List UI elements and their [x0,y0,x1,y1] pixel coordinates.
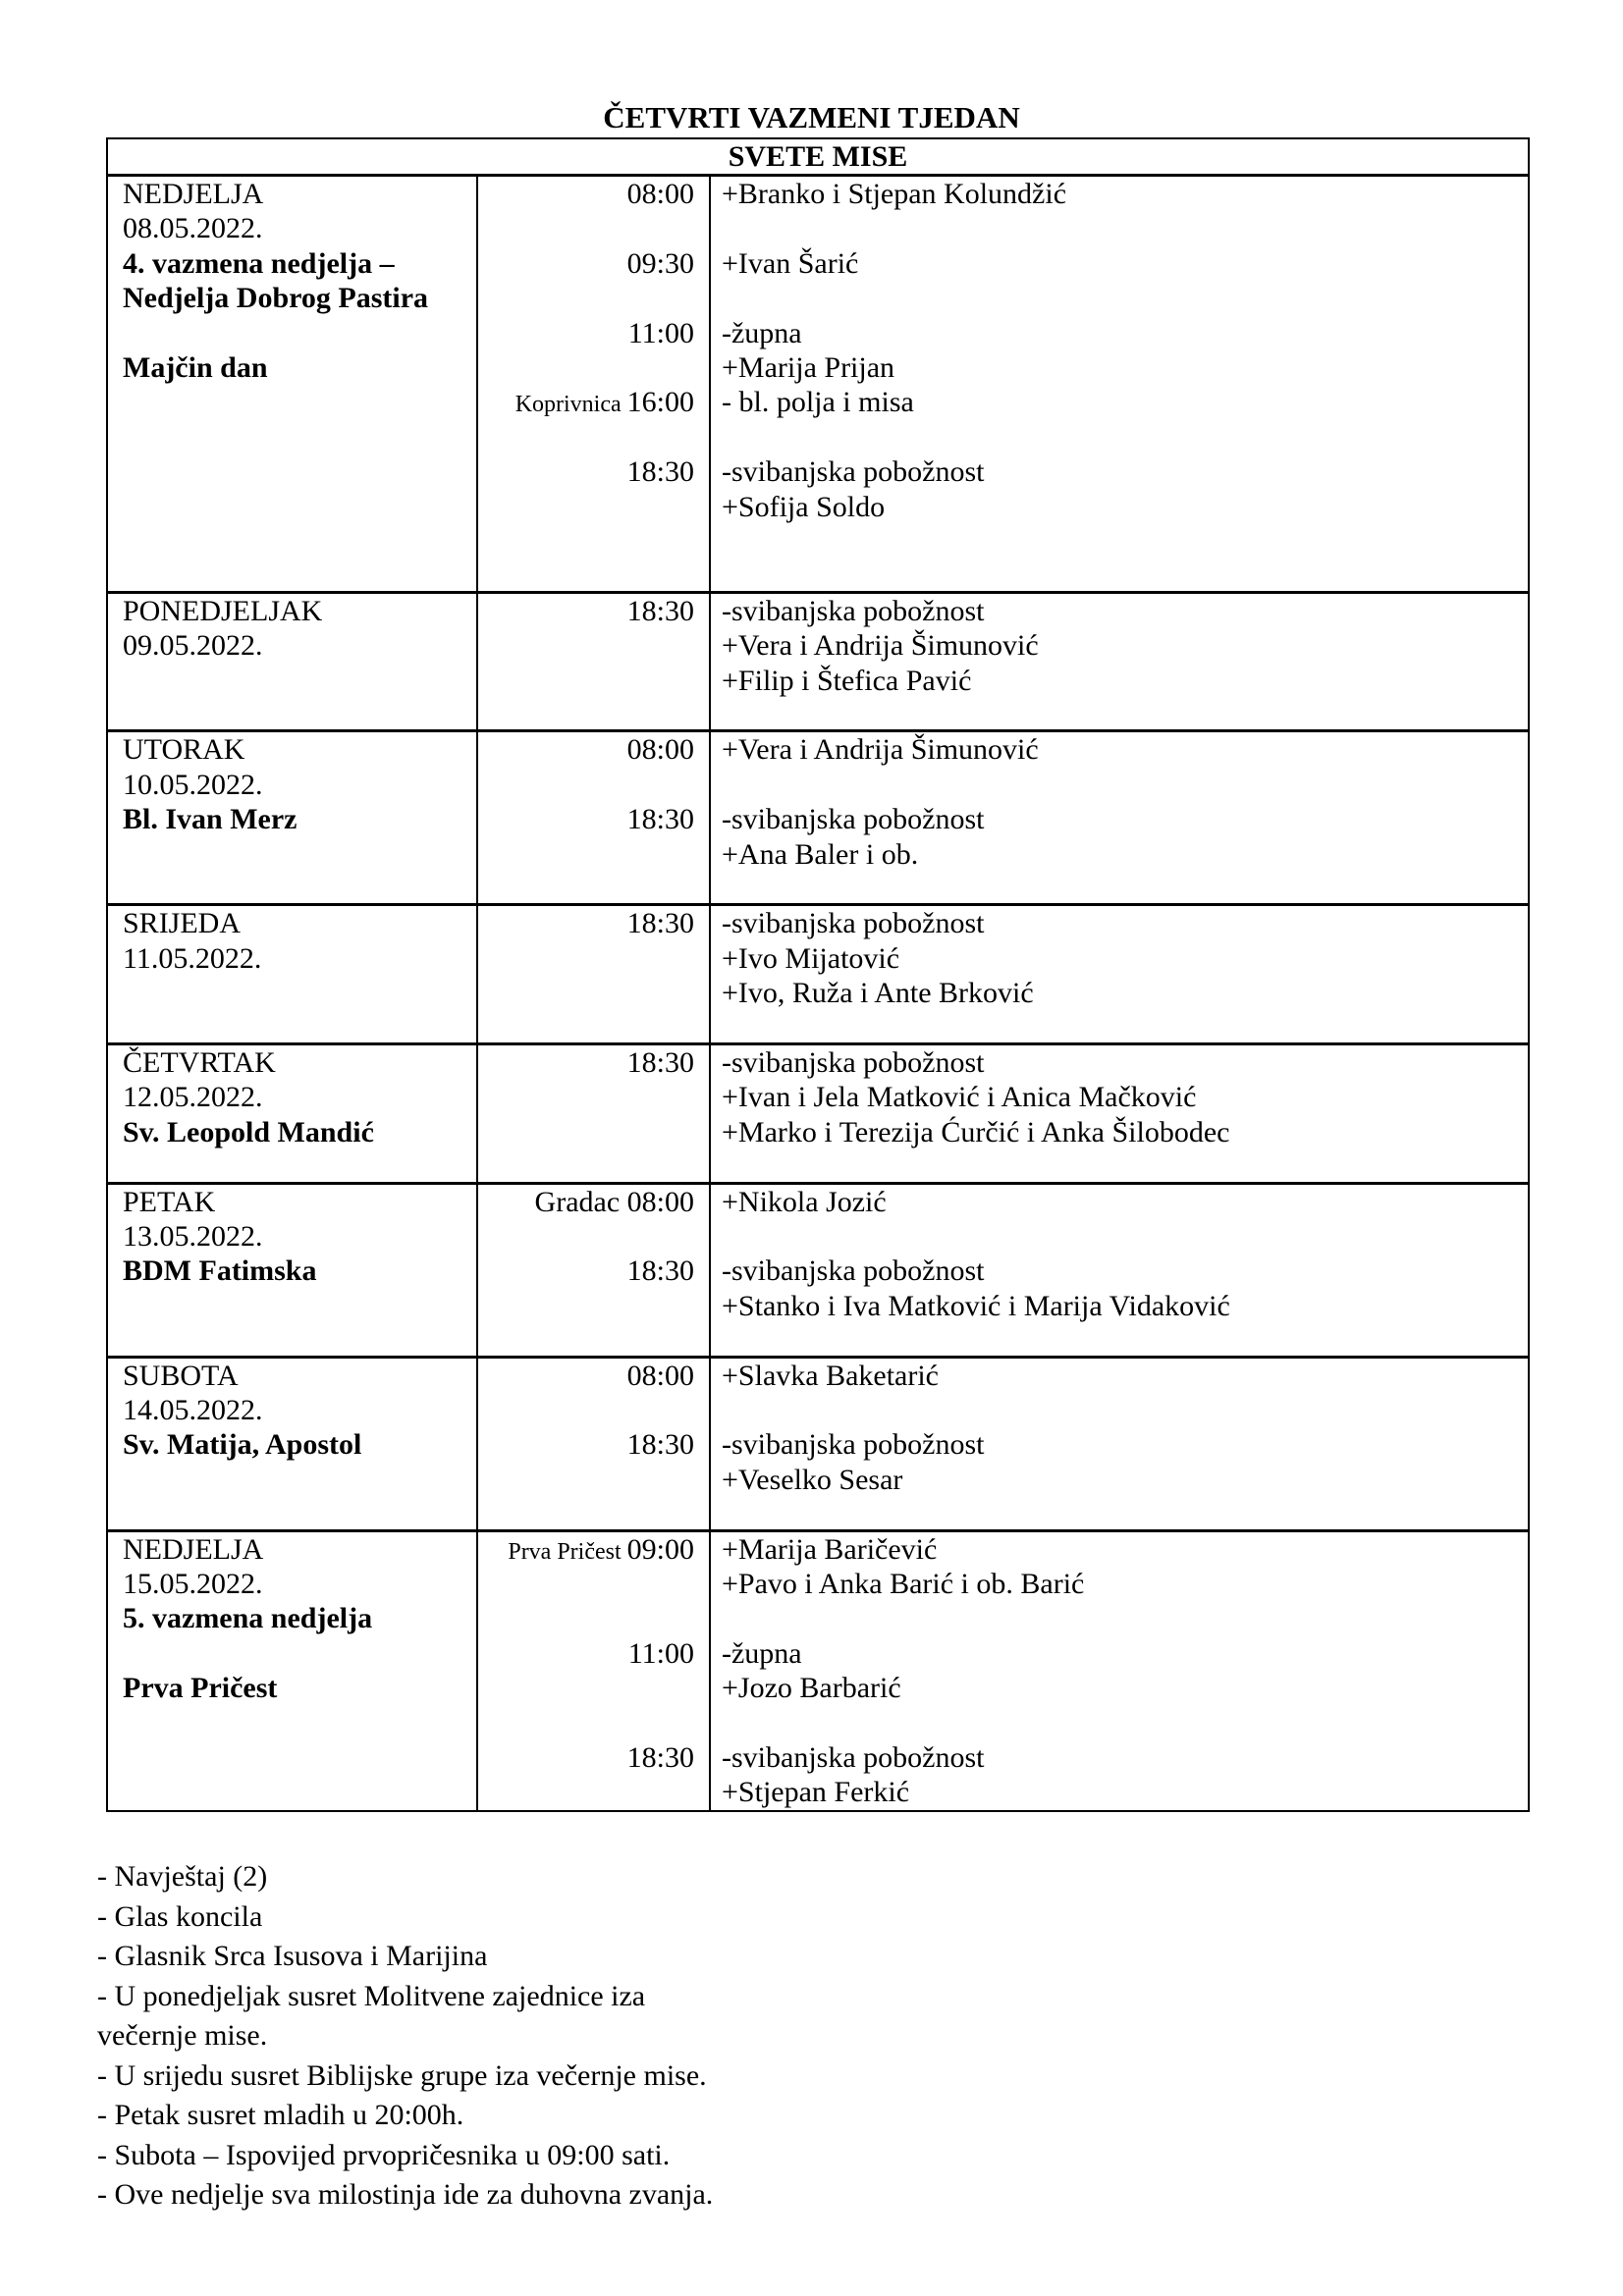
intention-line: +Marija Prijan [722,350,895,384]
time-line [478,1636,694,1671]
day-line: Majčin dan [123,350,268,384]
announcement-line: - Glasnik Srca Isusova i Marijina [97,1940,488,1972]
day-line [123,316,476,350]
time-line [478,1671,694,1705]
intention-line: -svibanjska pobožnost [722,803,985,836]
intention-line: +Sofija Soldo [722,490,886,523]
time-cell [477,1357,710,1530]
table-header: SVETE MISE [107,138,1529,176]
announcement-line: - Navještaj (2) [97,1860,268,1893]
day-cell [107,1357,477,1530]
location-label: Prva Pričest [508,1538,627,1565]
table-row [107,1357,1529,1530]
day-line: 14.05.2022. [123,1393,263,1426]
time-line [478,1393,694,1427]
intention-line: +Ana Baler i ob. [722,837,919,871]
intention-line: +Branko i Stjepan Kolundžić [722,178,1067,210]
time-cell [477,592,710,731]
time-line [478,1427,694,1462]
intention-line: -svibanjska pobožnost [722,907,985,940]
intention-line: -župna [722,316,802,349]
announcement-line: - Ove nedjelje sva milostinja ide za duhovna zvanja. [97,2178,714,2211]
intention-line: -svibanjska pobožnost [722,594,985,627]
day-line: 11.05.2022. [123,941,262,975]
time-cell [477,731,710,905]
time-line [478,1601,694,1635]
day-cell [107,731,477,905]
intention-line: +Filip i Štefica Pavić [722,664,972,697]
intention-line: -župna [722,1636,802,1670]
mass-time: 09:00 [626,1532,694,1566]
mass-time: 18:30 [626,907,694,940]
intentions-cell [710,1183,1529,1357]
time-line [478,1219,694,1254]
announcement-line: - U srijedu susret Biblijske grupe iza večernje mise. [97,2058,707,2092]
intention-line: -svibanjska pobožnost [722,1428,985,1462]
intention-line [722,1601,1528,1635]
day-line: 08.05.2022. [123,212,263,245]
location-label: Gradac [534,1185,627,1218]
time-cell [477,1043,710,1183]
day-line: Nedjelja Dobrog Pastira [123,282,429,315]
time-line [478,350,694,385]
mass-time: 11:00 [627,316,694,349]
time-cell [477,905,710,1044]
time-cell [477,1530,710,1811]
time-line [478,1185,694,1219]
time-line [478,1740,694,1775]
mass-time: 18:30 [626,1045,694,1079]
day-line: PETAK [123,1185,216,1218]
intention-line: -svibanjska pobožnost [722,455,985,489]
day-line: 09.05.2022. [123,629,263,663]
time-line [478,281,694,315]
day-line: Bl. Ivan Merz [123,803,298,836]
mass-time: 08:00 [626,733,694,767]
day-line: 4. vazmena nedjelja – [123,246,395,280]
day-line: SUBOTA [123,1359,239,1392]
mass-time: 08:00 [626,178,694,210]
announcement-line: - Subota – Ispovijed prvopričesnika u 09:00 sati. [97,2138,671,2171]
time-line [478,177,694,211]
day-line: 10.05.2022. [123,768,263,801]
intention-line: +Pavo i Anka Barić i ob. Barić [722,1567,1085,1600]
time-line [478,385,694,419]
intention-line: +Nikola Jozić [722,1185,887,1218]
intention-line: +Stanko i Iva Matković i Marija Vidaković [722,1289,1230,1322]
time-cell [477,1183,710,1357]
announcement-line: - Petak susret mladih u 20:00h. [97,2099,464,2131]
intention-line: +Veselko Sesar [722,1463,903,1496]
intention-line [722,1393,1528,1427]
intention-line [722,211,1528,245]
time-line [478,1045,694,1080]
intention-line: +Marija Baričević [722,1532,938,1566]
day-line: Sv. Leopold Mandić [123,1115,374,1148]
intentions-cell [710,176,1529,593]
day-cell [107,592,477,731]
mass-time: 18:30 [626,1428,694,1462]
announcement-line: - Glas koncila [97,1899,263,1933]
intention-line: +Marko i Terezija Ćurčić i Anka Šilobodec [722,1115,1230,1148]
intention-line: +Ivan Šarić [722,246,859,280]
day-line: NEDJELJA [123,178,264,210]
mass-time: 09:30 [626,246,694,280]
day-line: 15.05.2022. [123,1567,263,1600]
time-line [478,211,694,245]
intentions-cell [710,592,1529,731]
intention-line: +Vera i Andrija Šimunović [722,733,1039,767]
time-line [478,246,694,281]
intentions-cell [710,1357,1529,1530]
mass-time: 18:30 [626,594,694,627]
day-line [123,1636,476,1671]
day-line: Prva Pričest [123,1672,278,1705]
announcements [97,1857,713,2216]
day-cell [107,176,477,593]
mass-time: 08:00 [626,1185,694,1218]
mass-schedule-table [106,137,1530,1812]
day-cell [107,1183,477,1357]
table-row [107,905,1529,1044]
mass-time: 11:00 [627,1636,694,1670]
time-line [478,316,694,350]
day-line: Sv. Matija, Apostol [123,1428,362,1462]
time-line [478,454,694,489]
intentions-cell [710,1043,1529,1183]
intention-line: +Slavka Baketarić [722,1359,940,1392]
intentions-cell [710,731,1529,905]
day-line: BDM Fatimska [123,1255,317,1288]
time-line [478,420,694,454]
time-line [478,1359,694,1393]
table-row [107,592,1529,731]
time-line [478,732,694,767]
day-line: ČETVRTAK [123,1045,276,1079]
intention-line: +Ivan i Jela Matković i Anica Mačković [722,1081,1197,1114]
mass-time: 18:30 [626,803,694,836]
intention-line: -svibanjska pobožnost [722,1045,985,1079]
time-line [478,594,694,628]
table-row [107,1183,1529,1357]
day-line: UTORAK [123,733,245,767]
day-line: 13.05.2022. [123,1219,263,1253]
intention-line [722,768,1528,802]
page-title: ČETVRTI VAZMENI TJEDAN [603,100,1020,134]
intention-line: - bl. polja i misa [722,386,914,419]
intention-line: +Vera i Andrija Šimunović [722,629,1039,663]
time-line [478,1706,694,1740]
time-line [478,1567,694,1601]
intention-line: -svibanjska pobožnost [722,1255,985,1288]
time-line [478,1532,694,1567]
intention-line [722,420,1528,454]
location-label: Koprivnica [514,392,627,418]
announcement-line: - U ponedjeljak susret Molitvene zajednice iza [97,1979,646,2012]
day-cell [107,1043,477,1183]
mass-time: 18:30 [626,1740,694,1774]
intention-line: +Stjepan Ferkić [722,1776,910,1809]
intention-line [722,1706,1528,1740]
intention-line [722,1219,1528,1254]
day-cell [107,905,477,1044]
time-line [478,1254,694,1288]
intentions-cell [710,905,1529,1044]
time-cell [477,176,710,593]
mass-time: 16:00 [626,386,694,419]
time-line [478,906,694,940]
intention-line: +Ivo Mijatović [722,941,900,975]
table-row [107,731,1529,905]
table-row [107,176,1529,593]
mass-time: 18:30 [626,1255,694,1288]
mass-time: 08:00 [626,1359,694,1392]
intention-line [722,281,1528,315]
day-line: SRIJEDA [123,907,242,940]
intention-line: +Jozo Barbarić [722,1672,901,1705]
day-line: 12.05.2022. [123,1081,263,1114]
intention-line: +Ivo, Ruža i Ante Brković [722,977,1034,1010]
announcement-line: večernje mise. [97,2019,268,2052]
day-cell [107,1530,477,1811]
day-line: 5. vazmena nedjelja [123,1602,373,1635]
mass-time: 18:30 [626,455,694,489]
time-line [478,768,694,802]
table-row [107,1530,1529,1811]
day-line: NEDJELJA [123,1532,264,1566]
intention-line: -svibanjska pobožnost [722,1740,985,1774]
time-line [478,802,694,836]
table-header-row [107,138,1529,176]
intentions-cell [710,1530,1529,1811]
table-row [107,1043,1529,1183]
day-line: PONEDJELJAK [123,594,323,627]
